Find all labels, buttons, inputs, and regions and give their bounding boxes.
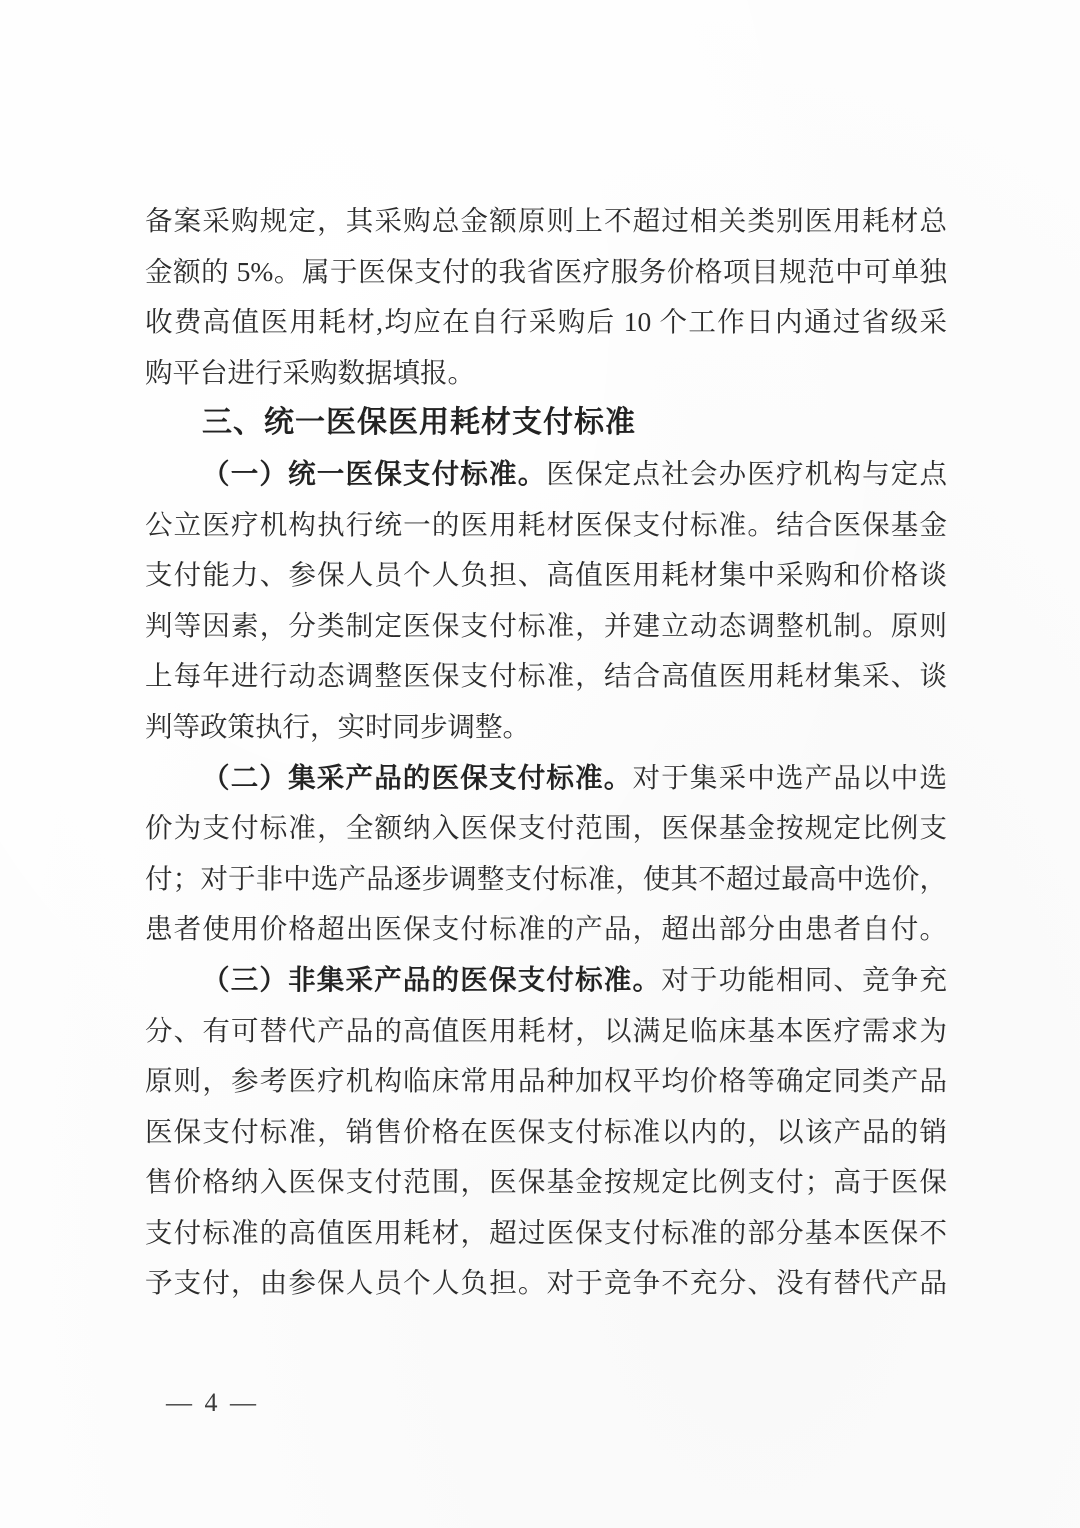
- para2-line2: 公立医疗机构执行统一的医用耗材医保支付标准。结合医保基金: [145, 508, 947, 540]
- para3-lead: （二）集采产品的医保支付标准。: [202, 761, 633, 793]
- para2-line3: 支付能力、参保人员个人负担、高值医用耗材集中采购和价格谈: [145, 559, 947, 591]
- para2-line1: [145, 449, 947, 500]
- para3-line1-text: 对于集采中选产品以中选: [632, 761, 947, 793]
- para3-line4: 患者使用价格超出医保支付标准的产品，超出部分由患者自付。: [145, 913, 947, 945]
- para4-line1: [145, 955, 947, 1006]
- section-heading: 三、统一医保医用耗材支付标准: [202, 406, 636, 440]
- para2-line5: 上每年进行动态调整医保支付标准，结合高值医用耗材集采、谈: [145, 660, 947, 692]
- document-text-block: [145, 196, 947, 1309]
- para4-line3: 原则，参考医疗机构临床常用品种加权平均价格等确定同类产品: [145, 1065, 947, 1097]
- para1-line1: 备案采购规定，其采购总金额原则上不超过相关类别医用耗材总: [145, 205, 947, 236]
- para1-line2: 金额的 5%。属于医保支付的我省医疗服务价格项目规范中可单独: [145, 255, 947, 287]
- para1-line4: 购平台进行采购数据填报。: [145, 356, 475, 388]
- para3-line2: 价为支付标准，全额纳入医保支付范围，医保基金按规定比例支: [145, 812, 947, 844]
- para2-lead: （一）统一医保支付标准。: [202, 457, 547, 489]
- para4-line5: 售价格纳入医保支付范围，医保基金按规定比例支付；高于医保: [145, 1166, 947, 1198]
- para4-line4: 医保支付标准，销售价格在医保支付标准以内的，以该产品的销: [145, 1115, 947, 1147]
- para2-line6: 判等政策执行，实时同步调整。: [145, 710, 530, 742]
- para4-line7: 予支付，由参保人员个人负担。对于竞争不充分、没有替代产品: [145, 1267, 947, 1299]
- para2-line1-text: 医保定点社会办医疗机构与定点: [546, 457, 948, 489]
- para4-lead: （三）非集采产品的医保支付标准。: [202, 963, 662, 995]
- para1-line3: 收费高值医用耗材,均应在自行采购后 10 个工作日内通过省级采: [145, 306, 947, 338]
- para4-line6: 支付标准的高值医用耗材，超过医保支付标准的部分基本医保不: [145, 1216, 947, 1248]
- para4-line2: 分、有可替代产品的高值医用耗材，以满足临床基本医疗需求为: [145, 1014, 947, 1046]
- page-number: — 4 —: [166, 1388, 259, 1417]
- para4-line1-text: 对于功能相同、竞争充: [661, 963, 948, 995]
- para3-line3: 付；对于非中选产品逐步调整支付标准，使其不超过最高中选价，: [145, 862, 947, 894]
- para3-line1: [145, 753, 947, 804]
- para2-line4: 判等因素，分类制定医保支付标准，并建立动态调整机制。原则: [145, 609, 947, 641]
